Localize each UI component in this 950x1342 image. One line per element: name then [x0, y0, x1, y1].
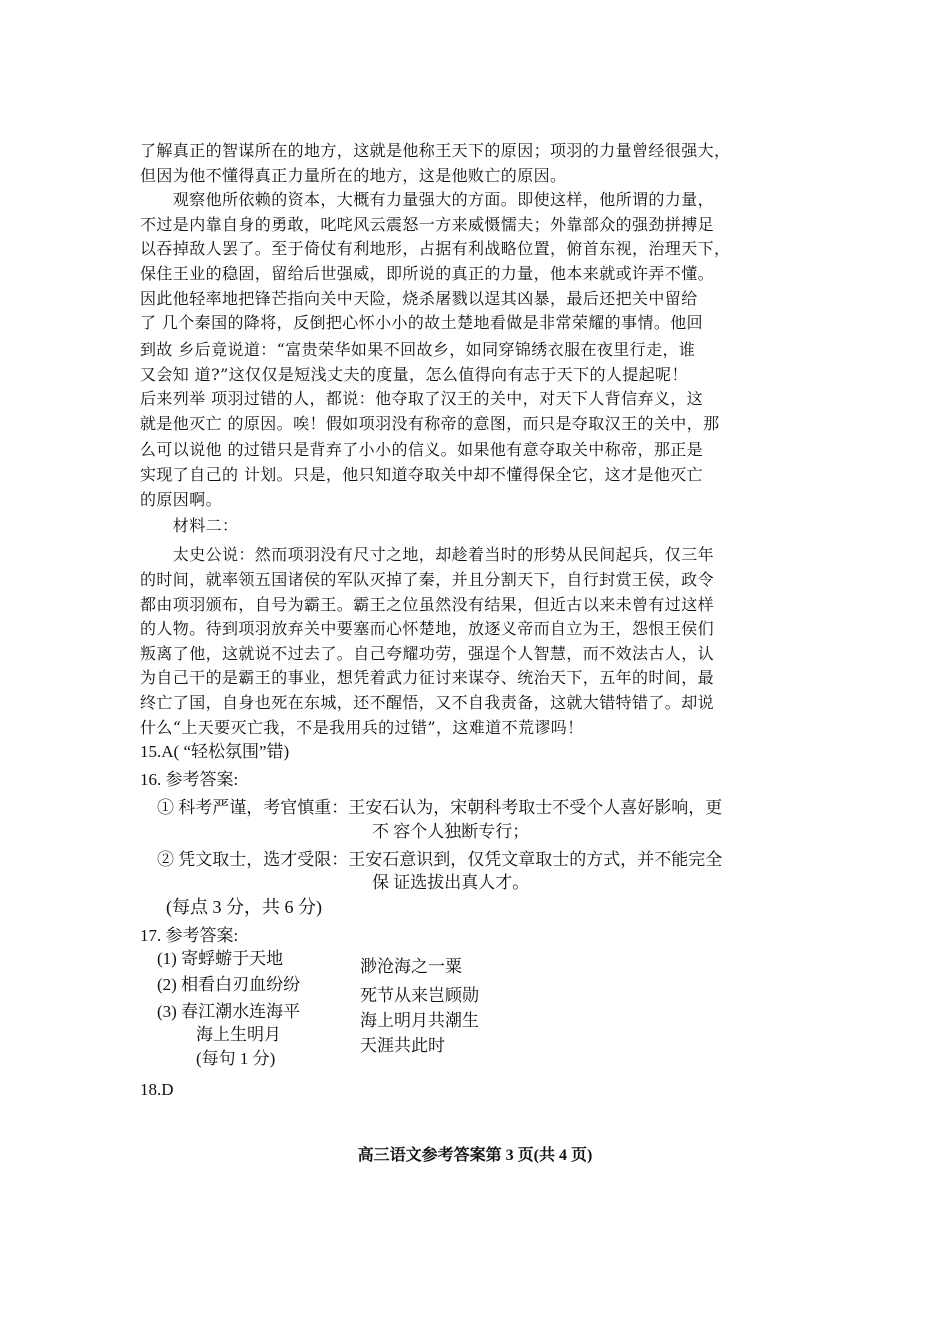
answer-17-title: 17. 参考答案: — [140, 926, 239, 945]
answer-16-point-2: ② 凭文取士，选才受限：王安石意识到，仅凭文章取士的方式，并不能完全 — [157, 850, 723, 869]
passage-line: 太史公说：然而项羽没有尺寸之地，却趁着当时的形势从民间起兵，仅三年 — [140, 545, 715, 564]
answer-17-line-1: (1) 寄蜉蝣于天地 — [157, 949, 284, 968]
passage-line: 以吞掉敌人罢了。至于倚仗有利地形，占据有利战略位置，俯首东视，治理天下， — [140, 239, 731, 258]
passage-line: 因此他轻率地把锋芒指向关中天险，烧杀屠戮以逞其凶暴，最后还把关中留给 — [140, 289, 698, 308]
passage-line: 不过是内靠自身的勇敢，叱咤风云震怒一方来威慑懦夫；外靠部众的强劲拼搏足 — [140, 215, 715, 234]
passage-line: 观察他所依赖的资本，大概有力量强大的方面。即使这样，他所谓的力量， — [140, 190, 715, 209]
answer-17-line-3-cont: 海上生明月 — [196, 1025, 281, 1044]
passage-line: 就是他灭亡 的原因。唉！假如项羽没有称帝的意图，而只是夺取汉王的关中，那 — [140, 414, 720, 433]
answer-17-score: (每句 1 分) — [196, 1049, 276, 1068]
passage-line: 了解真正的智谋所在的地方，这就是他称王天下的原因；项羽的力量曾经很强大， — [140, 141, 731, 160]
answer-17-right-3-cont: 天涯共此时 — [360, 1036, 445, 1055]
passage-line: 么可以说他 的过错只是背弃了小小的信义。如果他有意夺取关中称帝，那正是 — [140, 440, 704, 459]
answer-17-right-1: 渺沧海之一粟 — [360, 957, 462, 976]
passage-line: 了 几个秦国的降将，反倒把心怀小小的故土楚地看做是非常荣耀的事情。他回 — [140, 313, 704, 332]
answer-16-score: (每点 3 分，共 6 分) — [166, 897, 322, 917]
passage-line: 到故 乡后竟说道：“富贵荣华如果不回故乡，如同穿锦绣衣服在夜里行走，谁 — [140, 340, 696, 359]
passage-line: 的时间，就率领五国诸侯的军队灭掉了秦，并且分割天下，自行封赏王侯，政令 — [140, 570, 715, 589]
answer-16-point-2-cont: 保 证选拔出真人才。 — [372, 873, 530, 892]
passage-line: 后来列举 项羽过错的人，都说：他夺取了汉王的关中，对天下人背信弃义，这 — [140, 389, 704, 408]
answer-17-right-2: 死节从来岂顾勋 — [360, 986, 479, 1005]
answer-17-line-3: (3) 春江潮水连海平 — [157, 1002, 301, 1021]
passage-line: 保住王业的稳固，留给后世强威，即所说的真正的力量，他本来就或许弄不懂。 — [140, 264, 715, 283]
page-footer: 高三语文参考答案第 3 页(共 4 页) — [357, 1147, 593, 1164]
answer-18: 18.D — [140, 1080, 174, 1099]
passage-line: 的原因啊。 — [140, 490, 223, 509]
material-two-label: 材料二： — [140, 516, 239, 535]
passage-line: 叛离了他，这就说不过去了。自己夸耀功劳，强逞个人智慧，而不效法古人，认 — [140, 644, 715, 663]
answer-16-point-1-cont: 不 容个人独断专行； — [372, 822, 530, 841]
answer-17-right-3: 海上明月共潮生 — [360, 1011, 479, 1030]
passage-line: 又会知 道?”这仅仅是短浅丈夫的度量，怎么值得向有志于天下的人提起呢！ — [140, 365, 688, 384]
answer-16-point-1: ① 科考严谨，考官慎重：王安石认为，宋朝科考取士不受个人喜好影响，更 — [157, 798, 723, 817]
answer-16-title: 16. 参考答案: — [140, 770, 239, 789]
passage-line: 的人物。待到项羽放弃关中要塞而心怀楚地，放逐义帝而自立为王，怨恨王侯们 — [140, 619, 715, 638]
passage-line: 但因为他不懂得真正力量所在的地方，这是他败亡的原因。 — [140, 166, 567, 185]
passage-line: 实现了自己的 计划。只是，他只知道夺取关中却不懂得保全它，这才是他灭亡 — [140, 465, 704, 484]
answer-17-line-2: (2) 相看白刃血纷纷 — [157, 975, 301, 994]
passage-line: 什么“上天要灭亡我，不是我用兵的过错”，这难道不荒谬吗！ — [140, 718, 584, 737]
answer-15: 15.A( “轻松氛围”错) — [140, 742, 290, 761]
passage-line: 终亡了国，自身也死在东城，还不醒悟，又不自我责备，这就大错特错了。却说 — [140, 693, 715, 712]
passage-line: 为自己干的是霸王的事业，想凭着武力征讨来谋夺、统治天下，五年的时间，最 — [140, 668, 715, 687]
passage-line: 都由项羽颁布，自号为霸王。霸王之位虽然没有结果，但近古以来未曾有过这样 — [140, 595, 715, 614]
